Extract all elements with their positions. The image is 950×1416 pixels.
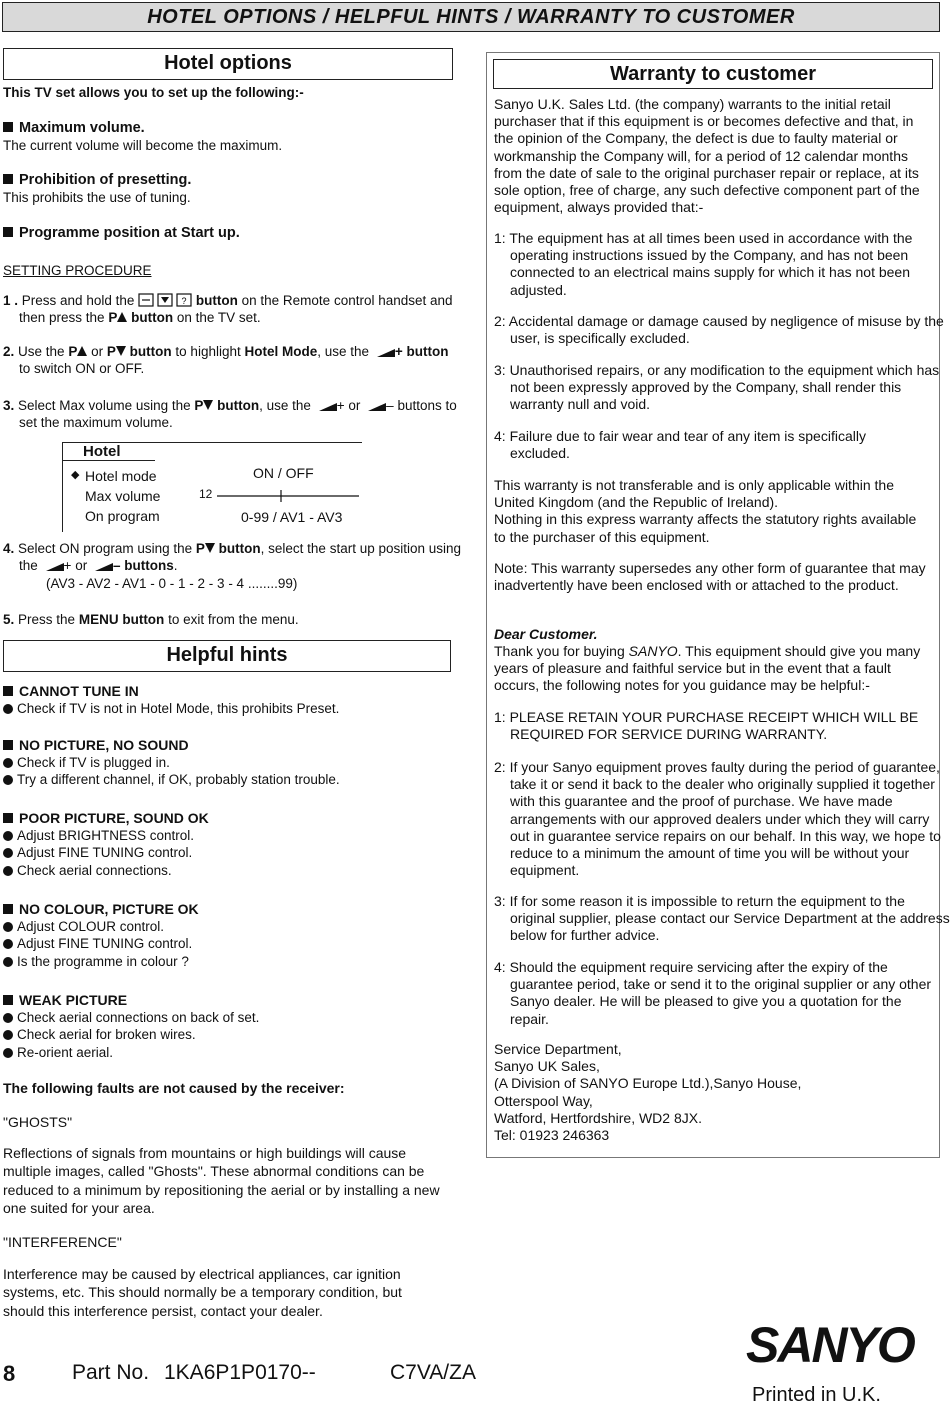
warranty-condition-4: 4: Failure due to fair wear and tear of any item is specifically excluded. [494, 428, 866, 462]
step-text: . [173, 558, 178, 574]
step-text: to highlight [175, 344, 241, 359]
customer-note-1: 1: PLEASE RETAIN YOUR PURCHASE RECEIPT WHICH WILL BE REQUIRED FOR SERVICE DURING WARRANTY. [494, 709, 919, 743]
step-text: to switch ON or OFF. [19, 361, 145, 377]
sanyo-logo: SANYO [746, 1317, 914, 1373]
bullet-dot-icon [3, 1030, 13, 1040]
svg-text:?: ? [181, 296, 187, 306]
hint-item: Check aerial connections on back of set. [17, 1010, 260, 1025]
helpful-hints-title: Helpful hints [3, 640, 451, 672]
hint-item: Check if TV is plugged in. [17, 755, 170, 770]
customer-note-4: 4: Should the equipment require servicing after the expiry of the guarantee period, take or send it to the original supplier or any other Sanyo dealer. He will be pleased to give you a quotation for the repair. [494, 959, 932, 1027]
thanks-text: Thank you for buying [494, 643, 625, 659]
osd-row-hotel-mode-value: ON / OFF [253, 465, 314, 481]
step-1 [3, 292, 463, 327]
thanks-text: . This equipment should give you many years of pleasure and faithful service but in the event that a fault occurs, the following notes for you guidance may be helpful:- [494, 643, 921, 694]
bullet-dot-icon [3, 866, 13, 876]
step-2 [3, 343, 463, 378]
customer-note-2: 2: If your Sanyo equipment proves faulty during the period of guarantee, take it or send it back to the dealer who originally supplied it together with this guarantee and the proof of purchase. We have made arrangements with our approved dealers under which they will carry out in guarantee service repairs on our behalf. In this way, we hope to reduce to a minimum the amount of time you will be without your equipment. [494, 759, 941, 879]
hint-item: Try a different channel, if OK, probably station trouble. [17, 772, 340, 788]
step-text: + [336, 398, 345, 413]
bullet-square-icon [3, 174, 13, 184]
warranty-thanks [494, 643, 930, 695]
step-text: , use the [317, 344, 370, 359]
osd-row-max-volume: Max volume [85, 488, 161, 504]
volume-icon [368, 403, 386, 411]
service-address [494, 1041, 924, 1144]
bullet-dot-icon [3, 775, 13, 785]
osd-row-hotel-mode: Hotel mode [85, 468, 157, 484]
step-text: P [195, 541, 205, 556]
step-text: Press and hold the [21, 293, 135, 308]
warranty-title: Warranty to customer [493, 59, 933, 89]
hint-item: Check aerial connections. [17, 862, 172, 878]
bullet-dot-icon [3, 704, 13, 714]
bullet-square-icon [3, 686, 13, 696]
hint-head: WEAK PICTURE [19, 992, 128, 1008]
setting-procedure-title: SETTING PROCEDURE [3, 263, 152, 278]
step-number: 1 . [3, 293, 19, 308]
option-head: Prohibition of presetting. [19, 172, 192, 188]
hotel-intro: This TV set allows you to set up the following:- [3, 85, 304, 100]
step-text: Use the [18, 344, 65, 359]
volume-icon [95, 563, 113, 571]
step-text: or [348, 398, 361, 413]
osd-volume-slider [217, 489, 361, 503]
step-text: , select the start up position using the [19, 541, 462, 574]
osd-marker-icon: ◆ [71, 469, 80, 481]
hint-group-weak-picture [3, 992, 473, 1061]
bullet-dot-icon [3, 1048, 13, 1058]
warranty-intro: Sanyo U.K. Sales Ltd. (the company) warrants to the initial retail purchaser that if this equipment is or becomes defective and that, in the opinion of the Company, the defect is due to faulty material or workmanship the Company will, for a period of 12 calendar months from the date of sale to the original purchaser repair or replace, at its sole option, free of charge, any such defective component part of the equipment, always provided that:- [494, 96, 920, 216]
hint-item: Adjust COLOUR control. [17, 919, 165, 934]
bullet-dot-icon [3, 848, 13, 858]
osd-title-divider [62, 460, 155, 461]
step-text: – [112, 558, 121, 574]
warranty-condition-3: 3: Unauthorised repairs, or any modification to the equipment which has not been expressly approved by the Company, shall render this warranty null and void. [494, 362, 940, 413]
part-number: 1KA6P1P0170-- [164, 1361, 316, 1384]
interference-title: "INTERFERENCE" [3, 1234, 122, 1250]
step-text: button [129, 344, 172, 359]
up-arrow-icon [77, 346, 87, 356]
address-line: Otterspool Way, [494, 1092, 593, 1109]
hotel-osd-menu [62, 442, 362, 532]
bullet-square-icon [3, 227, 13, 237]
step-text: P [108, 310, 118, 326]
step-number: 5. [3, 612, 15, 627]
customer-note-3: 3: If for some reason it is impossible to return the equipment to the original supplier, please contact our Service Department at the address below for further advice. [494, 893, 950, 944]
address-line: Sanyo UK Sales, [494, 1058, 600, 1075]
hotel-option-2 [3, 172, 473, 206]
step-4 [3, 540, 463, 592]
step-text: or [91, 344, 104, 359]
hint-item: Adjust BRIGHTNESS control. [17, 828, 195, 843]
step-text: button [406, 344, 449, 359]
step-text: button [217, 398, 260, 413]
step-text: P [68, 344, 78, 359]
down-arrow-icon [205, 543, 215, 553]
hotel-key-combo-icon [138, 293, 192, 307]
hint-group-cannot-tune [3, 683, 473, 717]
step-number: 2. [3, 344, 15, 359]
bullet-square-icon [3, 740, 13, 750]
hint-item: Check if TV is not in Hotel Mode, this prohibits Preset. [17, 701, 340, 716]
hint-group-poor-picture [3, 810, 473, 879]
hint-group-no-picture [3, 737, 473, 789]
printed-in: Printed in U.K. [752, 1384, 881, 1406]
address-line: Service Department, [494, 1041, 622, 1057]
address-line: Tel: 01923 246363 [494, 1127, 610, 1144]
step-text: P [194, 398, 204, 413]
faults-title: The following faults are not caused by the receiver: [3, 1080, 345, 1096]
step-text: Select Max volume using the [18, 398, 191, 413]
osd-max-volume-value: 12 [199, 487, 213, 501]
step-5 [3, 611, 463, 628]
step-text: or [75, 558, 88, 574]
dear-customer: Dear Customer. [494, 626, 598, 642]
bullet-dot-icon [3, 957, 13, 967]
bullet-dot-icon [3, 939, 13, 949]
page-banner: HOTEL OPTIONS / HELPFUL HINTS / WARRANTY TO CUSTOMER [2, 2, 940, 32]
hint-item: Is the programme in colour ? [17, 953, 189, 969]
option-head: Programme position at Start up. [19, 225, 240, 241]
step-text: Select ON program using the [18, 541, 193, 556]
hint-item: Adjust FINE TUNING control. [17, 845, 193, 861]
bullet-dot-icon [3, 922, 13, 932]
step-text: buttons to set the maximum volume. [19, 398, 457, 431]
thanks-brand: SANYO [628, 643, 678, 659]
down-arrow-icon [203, 400, 213, 410]
osd-row-on-program: On program [85, 508, 160, 524]
start-up-sequence: (AV3 - AV2 - AV1 - 0 - 1 - 2 - 3 - 4 ........99) [46, 575, 298, 591]
step-text: + [63, 558, 72, 574]
bullet-square-icon [3, 904, 13, 914]
hotel-options-title: Hotel options [3, 48, 453, 80]
model-code: C7VA/ZA [390, 1361, 476, 1384]
warranty-transfer-text: This warranty is not transferable and is only applicable within the United Kingdom (and the Republic of Ireland). [494, 477, 894, 511]
option-desc: This prohibits the use of tuning. [3, 190, 191, 205]
ghosts-text: Reflections of signals from mountains or high buildings will cause multiple images, called "Ghosts". These abnormal conditions can be reduced to a minimum by repositioning the aerial or by installing a new one suited for your area. [3, 1145, 440, 1216]
step-text: + [394, 344, 403, 359]
step-text: P [106, 344, 116, 359]
hint-item: Adjust FINE TUNING control. [17, 936, 193, 952]
hint-item: Check aerial for broken wires. [17, 1027, 196, 1043]
step-text: button [131, 310, 174, 326]
hotel-option-1 [3, 120, 473, 154]
step-text: Hotel Mode [244, 344, 318, 359]
step-text: to exit from the menu. [168, 612, 299, 627]
warranty-condition-1: 1: The equipment has at all times been used in accordance with the operating instructions issued by the Company, and has not been connected to an electrical mains supply for which it has not been adjusted. [494, 230, 913, 298]
volume-icon [377, 349, 395, 357]
hint-head: NO COLOUR, PICTURE OK [19, 901, 199, 917]
hint-head: NO PICTURE, NO SOUND [19, 737, 189, 753]
hint-head: POOR PICTURE, SOUND OK [19, 810, 209, 826]
step-text: button [195, 293, 238, 308]
bullet-square-icon [3, 995, 13, 1005]
step-number: 4. [3, 541, 15, 556]
step-text: MENU button [78, 612, 165, 627]
warranty-rights-text: Nothing in this express warranty affects the statutory rights available to the purchaser of this equipment. [494, 511, 917, 545]
step-text: Press the [18, 612, 76, 627]
bullet-dot-icon [3, 758, 13, 768]
step-text: – [386, 398, 394, 413]
hint-group-no-colour [3, 901, 473, 970]
osd-title: Hotel [83, 443, 121, 460]
hotel-option-3 [3, 225, 473, 242]
osd-row-on-program-value: 0-99 / AV1 - AV3 [241, 509, 343, 525]
step-text: button [218, 541, 261, 556]
hint-head: CANNOT TUNE IN [19, 683, 139, 699]
hint-item: Re-orient aerial. [17, 1044, 114, 1060]
option-head: Maximum volume. [19, 120, 145, 136]
step-number: 3. [3, 398, 15, 413]
bullet-square-icon [3, 813, 13, 823]
warranty-note: Note: This warranty supersedes any other form of guarantee that may inadvertently have been enclosed with or attached to the product. [494, 560, 926, 594]
step-text: on the Remote control handset and then press the [19, 293, 453, 326]
part-number-label: Part No. [72, 1361, 150, 1384]
step-text: on the TV set. [176, 310, 261, 326]
address-line: Watford, Hertfordshire, WD2 8JX. [494, 1109, 702, 1126]
ghosts-title: "GHOSTS" [3, 1114, 73, 1130]
step-3 [3, 397, 463, 432]
bullet-square-icon [3, 122, 13, 132]
bullet-dot-icon [3, 831, 13, 841]
address-line: (A Division of SANYO Europe Ltd.),Sanyo House, [494, 1075, 802, 1092]
volume-icon [319, 403, 337, 411]
interference-text: Interference may be caused by electrical appliances, car ignition systems, etc. This should normally be a temporary condition, but should this interference persist, contact your dealer. [3, 1266, 402, 1319]
down-arrow-icon [116, 346, 126, 356]
volume-icon [46, 563, 64, 571]
up-arrow-icon [117, 312, 127, 322]
step-text: , use the [259, 398, 311, 413]
warranty-condition-2: 2: Accidental damage or damage caused by negligence of misuse by the user, is specifically excluded. [494, 313, 944, 347]
bullet-dot-icon [3, 1013, 13, 1023]
warranty-transfer [494, 477, 930, 546]
page-number: 8 [3, 1361, 16, 1386]
step-text: buttons [124, 558, 174, 574]
option-desc: The current volume will become the maximum. [3, 138, 283, 153]
